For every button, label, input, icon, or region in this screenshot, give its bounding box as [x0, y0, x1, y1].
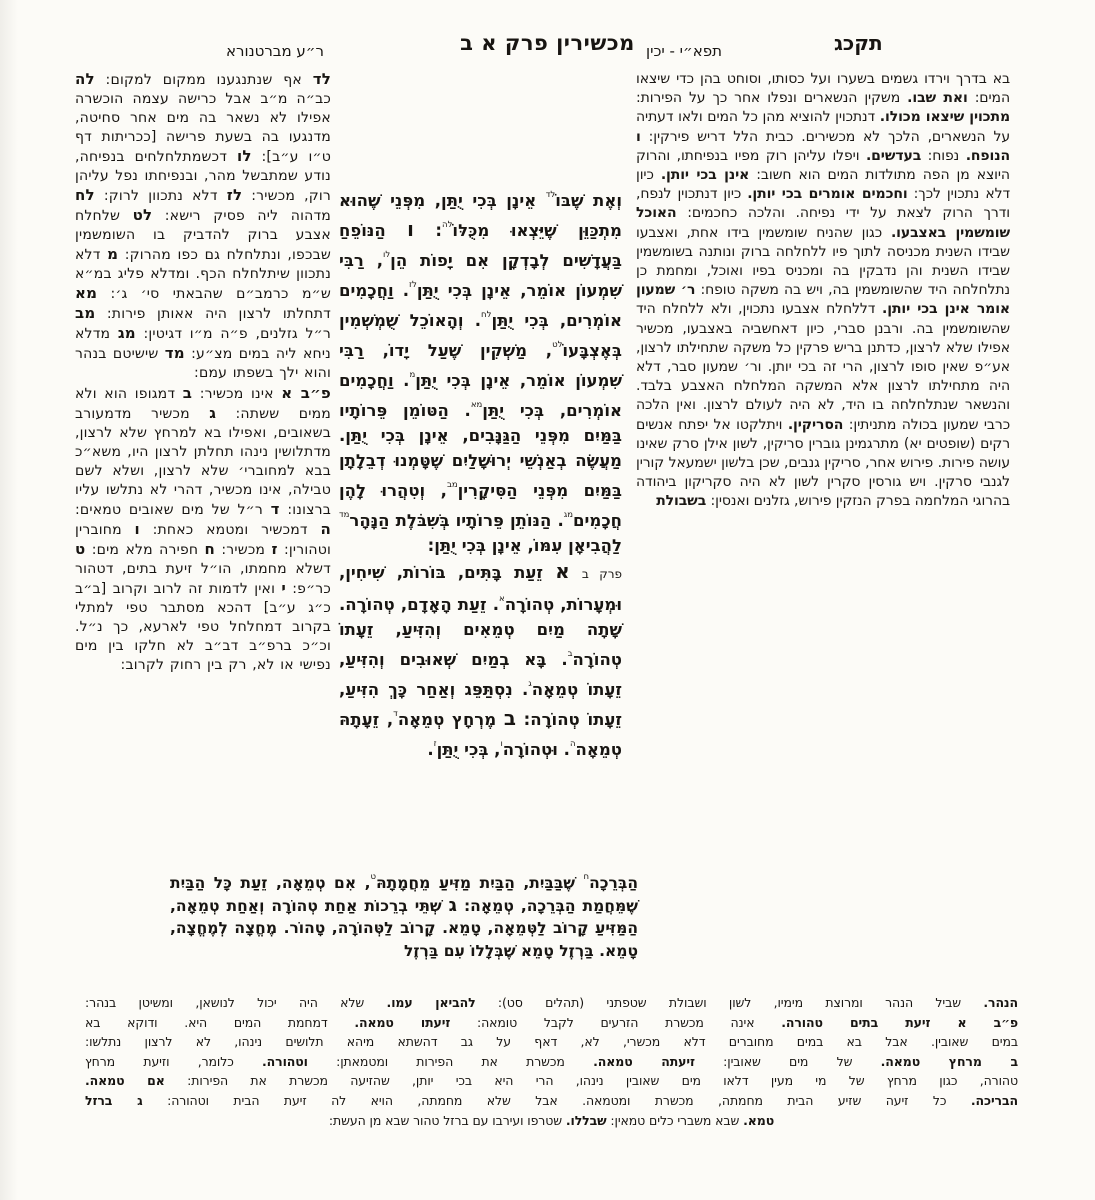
- gloss-reference-letter: ד: [393, 709, 398, 719]
- emphasized-text: בעדשים.: [865, 147, 922, 164]
- bartenura-bottom-block: [85, 993, 1018, 1130]
- emphasized-text: לה: [75, 70, 95, 88]
- bartenura-commentary-column: [636, 70, 1010, 513]
- emphasized-text: הנהר.: [983, 995, 1018, 1010]
- gloss-reference-letter: מב: [446, 480, 458, 490]
- gloss-reference-letter: ב: [567, 649, 573, 659]
- gloss-reference-letter: מג: [563, 510, 574, 520]
- text-line: טהורה, כגון מרחץ של מי מעין דלאו מים שאובין נינהו, הרי היא בכי יותן, שהזיעה מכשרת את הפירות: אם טמאה.: [85, 1073, 1018, 1089]
- emphasized-text: לז: [226, 186, 243, 204]
- gloss-reference-letter: לה: [442, 220, 453, 230]
- bartenura-paragraph: בא בדרך וירדו גשמים בשערו ועל כסותו, וסוחט בהן כדי שיצאו המים: ואת שבו. משקין הנשארים ונפלו אחר כך על הפירות: מתכוין שיצאו מכולו. דנתכוין להוציא מהן כל המים ולאו דעתיה על הנשארים, הלכך לא מכשירים. כבית הלל דריש פירקין: ו הנופח. נפוח: בעדשים. ויפלו עליהן רוק מפיו בנפיחתו, והרוק היוצא מן הפה מתולדות המים הוא חשוב: אינן בכי יותן. כיון דלא נתכוין לכך: וחכמים אומרים בכי יותן. כיון דנתכוין לנפח, ודרך הרוק לצאת על ידי נפיחה. והלכה כחכמים: האוכל שומשמין באצבעו. כגון שהניח שומשמין בידו אחת, ואצבעו שבידו השנית מכניסה לתוך פיו ללחלחה ברוק ונותנה בשומשמין שבידו השנית והן נדבקין בה ומכניס בפיו ואוכל, ומחמת כן נתלחלחה היד שהשומשמין בה, ויש בה משקה טופח: ר׳ שמעון אומר אינן בכי יותן. דללחלח אצבעו נתכוין, ולא ללחלח היד שהשומשמין בה. ורבנן סברי, כיון דאחשביה באצבעו, מכשיר אפילו שלא לרצון, כדתנן בריש פרקין כל משקה שתחילתו לרצון, אע״פ שאין סופו לרצון, הרי זה בכי יותן. ור׳ שמעון סבר, דלא היה מתחילתו לרצון אלא המשקה המלחלח האצבע בלבד. והנשאר שנתלחלחה בו היד, לא היה לעולם לרצון. ואין הלכה כרבי שמעון בכולה מתניתין: הסריקין. ויתלקטו אל יפתח אנשים רקים (שופטים יא) מתרגמינן גוברין סריקין, לשון אילן סרק שאינו עושה פירות. פירוש אחר, סריקין גנבים, שכן בלשון ישמעאל קורין לגנבי סרקין. ויש גורסין סקרין לשון לא היה סקריקון ביהודה בהרוגי המלחמה בפרק הנזקין פירוש, גזלנים ואנסין: בשבולת: [636, 71, 1011, 510]
- text-line: במים שאובין. אבל בא במים מחוברים דלא מכשרי, לא, דאף על גב דהשתא מיהא תלושים נינהו, לא לרצון נתלשו:: [85, 1034, 1018, 1050]
- mishnah-paragraph: הַבְּרֵכָה$^ח$ שֶׁבַּבַּיִת, הַבַּיִת מַזִּיעַ מֵחֲמָתָהּ$^ט$, אִם טְמֵאָה, זֵעַת כָּל הַבַּיִת שֶׁמֵּחֲמַת הַבְּרֵכָה, טְמֵאָה: ג שְׁתֵּי בְרֵכוֹת אַחַת טְהוֹרָה וְאַחַת טְמֵאָה, הַמַּזִּיעַ קָרוֹב לַטְּמֵאָה, טָמֵא. קָרוֹב לַטְּהוֹרָה, טָהוֹר. מֶחֱצָה לְמֶחֱצָה, טָמֵא. בַּרְזֶל טָמֵא שֶׁבְּלָלוֹ עִם בַּרְזֶל: [170, 872, 638, 960]
- emphasized-text: ז: [271, 540, 278, 558]
- emphasized-text: שבללו.: [565, 1112, 607, 1128]
- emphasized-text: ג ברזל: [85, 1092, 143, 1108]
- gloss-reference-letter: ה: [569, 739, 576, 749]
- gloss-reference-letter: ג: [528, 679, 532, 689]
- gloss-reference-letter: ז: [433, 739, 437, 749]
- emphasized-text: מב: [75, 304, 96, 322]
- emphasized-text: ד: [270, 500, 280, 518]
- emphasized-text: מד: [164, 344, 185, 362]
- page-title: מכשירין פרק א ב: [460, 31, 635, 55]
- gloss-reference-letter: ו: [500, 739, 503, 749]
- emphasized-text: פרק ב: [581, 567, 622, 581]
- gloss-reference-letter: לח: [481, 310, 492, 320]
- emphasized-text: לד: [312, 70, 331, 88]
- yachin-commentary-column: [75, 70, 331, 676]
- emphasized-text: ו: [134, 520, 140, 538]
- text-line: הבריכה. כל זיעה שזיע הבית מחמתה, מכשרת ומטמאה. אבל שלא מחמתה, הויא לה זיעת הבית וטהורה: ג ברזל: [85, 1092, 1018, 1108]
- gloss-reference-letter: מד: [339, 510, 350, 520]
- emphasized-text: בשבולת: [656, 493, 707, 510]
- text-line: טמא. שבא משברי כלים טמאין: שבללו. שטרפו ועירבו עם ברזל טהור שבא מן העשת:: [328, 1112, 775, 1128]
- emphasized-text: וחכמים אומרים בכי יותן.: [747, 186, 908, 203]
- mishnah-text-column: [339, 183, 622, 763]
- emphasized-text: אינן בכי יותן.: [660, 167, 750, 184]
- emphasized-text: ה: [320, 520, 331, 538]
- emphasized-text: ב: [182, 384, 193, 402]
- emphasized-text: ב מרחץ טמאה.: [880, 1053, 1018, 1069]
- emphasized-text: ג: [209, 404, 217, 422]
- header-yachin-label: תפא״י - יכין: [646, 42, 722, 60]
- emphasized-text: ח: [204, 540, 216, 558]
- yachin-paragraph: לד אף שנתנגענו ממקום למקום: לה כב״ה מ״ב אבל כרישה עצמה הוכשרה אפילו לא נשאר בה מים אחר סחיטה, מדנגעו בה בשעת פרישה [ככריתות דף ט״ו ע״ב]: לו דכשמתלחלחים בנפיחה, נודע שמתבשל מהר, ובנפיחתו נפל עליהן רוק, מכשיר: לז דלא נתכוון לרוק: לח מדהוה ליה פסיק רישא: לט שלחלח אצבע ברוק להדביק בו השומשמין שבכפו, ונתלחלח גם כפו מהרוק: מ דלא נתכוון שיתלחלח הכף. ומדלא פליג במ״א ש״מ כרמב״ם שהבאתי סי׳ ג׳: מא דתחלתו לרצון היה אאותן פירות: מב ר״ל גזלנים, פ״ה מ״ו דגיטין: מג מדלא ניחא ליה במים מצ״ע: מד שישיטם בנהר והוא ילך בשפתו עמם:: [75, 70, 332, 381]
- gloss-reference-letter: לט: [552, 340, 563, 350]
- emphasized-text: פ״ב א: [281, 384, 331, 402]
- emphasized-text: לט: [132, 206, 153, 224]
- yachin-paragraph: פ״ב א אינו מכשיר: ב דמגופו הוא ולא ממים ששתה: ג מכשיר מדמעורב בשאובים, ואפילו בא למרחץ שלא לרצון, מדתלושין נינהו תחלתן לרצון היו, משא״כ בבא למחוברי׳ שלא לרצון, ושלא לשם טבילה, אינו מכשיר, דהרי לא נתלשו עליו ברצונו: ד ר״ל של מים שאובים טמאים: ה דמכשיר ומטמא כאחת: ו מחוברין וטהורין: ז מכשיר: ח חפירה מלא מים: ט דשלא מחמתו, הו״ל זיעת בתים, דטהור כר״פ: י ואין לדמות זה לרוב וקרוב [ב״ב כ״ג ע״ב] דהכא מסתבר טפי למתלי בקרוב דמחלחל טפי לארעא, כך נ״ל. וכ״כ ברפ״ב דב״ב לא חלקו בין מים נפישי או לא, רק בין רחוק לקרוב:: [75, 384, 331, 673]
- emphasized-text: י: [281, 579, 286, 597]
- gloss-reference-letter: לו: [383, 250, 391, 260]
- gloss-reference-letter: ח: [583, 872, 590, 882]
- emphasized-text: מא: [75, 284, 98, 302]
- emphasized-text: זיעתה טמאה.: [593, 1053, 695, 1069]
- mishnah-text-wide-block: [170, 866, 638, 963]
- emphasized-text: ואת שבו.: [907, 90, 968, 107]
- gloss-reference-letter: ט: [370, 872, 377, 882]
- text-line: פ״ב א זיעת בתים טהורה. אינה מכשרת הזרעים לקבל טומאה: זיעתו טמאה. דמחמת המים היא. ודוקא בא: [85, 1014, 1018, 1030]
- emphasized-text: פ״ב א זיעת בתים טהורה.: [781, 1014, 1018, 1030]
- emphasized-text: ו: [407, 218, 414, 241]
- page-number: תקכג: [834, 31, 883, 55]
- emphasized-text: לח: [75, 186, 95, 204]
- emphasized-text: הבריכה.: [970, 1092, 1018, 1108]
- emphasized-text: מ: [107, 245, 119, 263]
- scan-gutter-shade: [0, 0, 18, 1200]
- emphasized-text: וטהורה.: [262, 1053, 308, 1069]
- gloss-reference-letter: מ: [409, 370, 416, 380]
- gloss-reference-letter: לד: [545, 190, 556, 200]
- emphasized-text: טמא.: [743, 1112, 775, 1128]
- emphasized-text: ר׳ שמעון אומר אינן בכי יותן.: [636, 282, 1011, 318]
- header-bartenura-label: ר״ע מברטנורא: [226, 42, 324, 60]
- emphasized-text: האוכל שומשמין באצבעו.: [636, 205, 1010, 241]
- emphasized-text: להביאן עמו.: [386, 995, 476, 1010]
- text-line: ב מרחץ טמאה. של מים שאובין: זיעתה טמאה. מכשרת את הפירות ומטמאתן: וטהורה. כלומר, וזיעת מרחץ: [85, 1053, 1018, 1069]
- emphasized-text: מתכוין שיצאו מכולו.: [879, 109, 1010, 126]
- emphasized-text: לו: [237, 147, 252, 165]
- text-line: הנהר. שביל הנהר ומרוצת מימיו, לשון ושבולת שטפתני (תהלים סט): להביאן עמו. שלא היה יכול לנושאן, ומשיטן בנהר:: [85, 995, 1018, 1010]
- emphasized-text: ב: [503, 707, 516, 730]
- gloss-reference-letter: לז: [409, 280, 417, 290]
- emphasized-text: הסריקין.: [787, 416, 844, 433]
- mishnah-paragraph: פרק ב א זֵעַת בָּתִּים, בּוֹרוֹת, שִׁיחִין, וּמְעָרוֹת, טְהוֹרָה$^א$. זֵעַת הָאָדָם, טְהוֹרָה. שָׁתָה מַיִם טְמֵאִים וְהִזִּיעַ, זֵעָתוֹ טְהוֹרָה$^ב$. בָּא בְמַיִם שְׁאוּבִים וְהִזִּיעַ, זֵעָתוֹ טְמֵאָה$^ג$. נִסְתַּפֵּג וְאַחַר כָּךְ הִזִּיעַ, זֵעָתוֹ טְהוֹרָה: ב מֶרְחָץ טְמֵאָה$^ד$, זֵעָתָהּ טְמֵאָה$^ה$. וּטְהוֹרָה$^ו$, בְּכִי יֻתַּן$^ז$.: [339, 560, 622, 759]
- emphasized-text: א: [555, 560, 570, 583]
- gloss-reference-letter: מא: [470, 400, 483, 410]
- emphasized-text: ט: [75, 540, 86, 558]
- mishnah-paragraph: וְאֶת שֶׁבּוֹ$^{לד}$ אֵינָן בְּכִי יֻתַּן, מִפְּנֵי שֶׁהוּא מִתְכַּוֵּן שֶׁיֵּצְאוּ מִכֻּלּוֹ$^{לה}$: ו הַנּוֹפֵחַ בַּעֲדָשִׁים לְבָדְקָן אִם יָפוֹת הֵן$^{לו}$, רַבִּי שִׁמְעוֹן אוֹמֵר, אֵינָן בְּכִי יֻתַּן$^{לז}$. וַחֲכָמִים אוֹמְרִים, בְּכִי יֻתַּן$^{לח}$. וְהָאוֹכֵל שֻׁמְשְׁמִין בְּאֶצְבָּעוֹ$^{לט}$, מַשְׁקִין שֶׁעַל יָדוֹ, רַבִּי שִׁמְעוֹן אוֹמֵר, אֵינָן בְּכִי יֻתַּן$^מ$. וַחֲכָמִים אוֹמְרִים, בְּכִי יֻתַּן$^{מא}$. הַטּוֹמֵן פֵּרוֹתָיו בַּמַּיִם מִפְּנֵי הַגַּנָּבִים, אֵינָן בְּכִי יֻתַּן. מַעֲשֶׂה בְאַנְשֵׁי יְרוּשָׁלַיִם שֶׁטָּמְנוּ דְבֵלָתָן בַּמַּיִם מִפְּנֵי הַסִּיקָרִין$^{מב}$, וְטִהֲרוּ לָהֶן חֲכָמִים$^{מג}$. הַנּוֹתֵן פֵּרוֹתָיו בְּשִׁבֹּלֶת הַנָּהָר$^{מד}$ לַהֲבִיאָן עִמּוֹ, אֵינָן בְּכִי יֻתַּן:: [339, 190, 623, 555]
- gloss-reference-letter: א: [499, 594, 505, 604]
- emphasized-text: מג: [117, 324, 136, 342]
- emphasized-text: ג: [448, 894, 457, 916]
- emphasized-text: אם טמאה.: [85, 1073, 165, 1089]
- emphasized-text: זיעתו טמאה.: [354, 1014, 451, 1030]
- emphasized-text: ו הנופח.: [636, 128, 1010, 164]
